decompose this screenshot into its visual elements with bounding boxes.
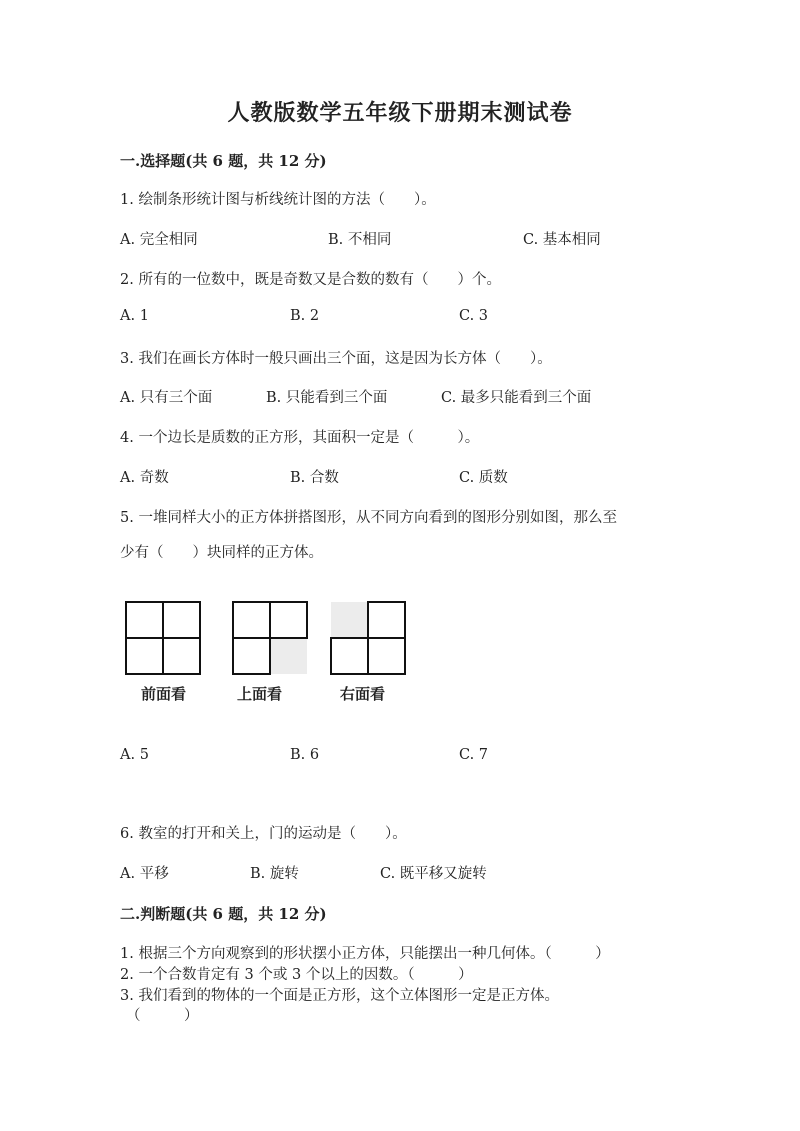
- q5-option-c: C. 7: [459, 747, 489, 763]
- q1-option-c: C. 基本相同: [523, 232, 601, 248]
- page-title: 人教版数学五年级下册期末测试卷: [227, 100, 573, 126]
- q4-option-a: A. 奇数: [120, 470, 169, 486]
- q6-option-b: B. 旋转: [250, 866, 299, 882]
- top-view-grid: [233, 602, 307, 674]
- judgement-item-3-answer-blank: （ ）: [126, 1008, 199, 1024]
- section-heading-judgement: 二.判断题(共 6 题，共 12 分): [120, 905, 327, 923]
- q6-option-c: C. 既平移又旋转: [380, 866, 487, 882]
- q2-option-c: C. 3: [459, 308, 489, 324]
- q4-option-b: B. 合数: [290, 470, 339, 486]
- top-view-label: 上面看: [237, 685, 283, 703]
- right-view-grid: [331, 602, 405, 674]
- q2-option-a: A. 1: [120, 308, 149, 324]
- q1-option-b: B. 不相同: [328, 232, 392, 248]
- question-5-line-1: 5. 一堆同样大小的正方体拼搭图形，从不同方向看到的图形分别如图，那么至: [120, 510, 617, 526]
- section-heading-choice: 一.选择题(共 6 题，共 12 分): [120, 152, 327, 170]
- q3-option-c: C. 最多只能看到三个面: [441, 390, 592, 406]
- front-view-label: 前面看: [141, 685, 187, 703]
- judgement-item-1: 1. 根据三个方向观察到的形状摆小正方体，只能摆出一种几何体。（ ）: [120, 946, 610, 962]
- q3-option-b: B. 只能看到三个面: [266, 390, 388, 406]
- q3-option-a: A. 只有三个面: [120, 390, 213, 406]
- right-view-label: 右面看: [340, 685, 386, 703]
- question-5-line-2: 少有（ ）块同样的正方体。: [120, 545, 323, 561]
- question-6: 6. 教室的打开和关上，门的运动是（ ）。: [120, 826, 407, 842]
- question-3: 3. 我们在画长方体时一般只画出三个面，这是因为长方体（ ）。: [120, 351, 552, 367]
- question-2: 2. 所有的一位数中，既是奇数又是合数的数有（ ）个。: [120, 272, 501, 288]
- q5-option-a: A. 5: [120, 747, 149, 763]
- q4-option-c: C. 质数: [459, 470, 508, 486]
- q1-option-a: A. 完全相同: [120, 232, 198, 248]
- judgement-item-3: 3. 我们看到的物体的一个面是正方形，这个立体图形一定是正方体。: [120, 988, 559, 1004]
- q6-option-a: A. 平移: [120, 866, 169, 882]
- q2-option-b: B. 2: [290, 308, 320, 324]
- question-1: 1. 绘制条形统计图与析线统计图的方法（ ）。: [120, 192, 436, 208]
- q5-option-b: B. 6: [290, 747, 320, 763]
- question-4: 4. 一个边长是质数的正方形，其面积一定是（ ）。: [120, 430, 480, 446]
- front-view-grid: [126, 602, 200, 674]
- judgement-item-2: 2. 一个合数肯定有 3 个或 3 个以上的因数。（ ）: [120, 967, 473, 983]
